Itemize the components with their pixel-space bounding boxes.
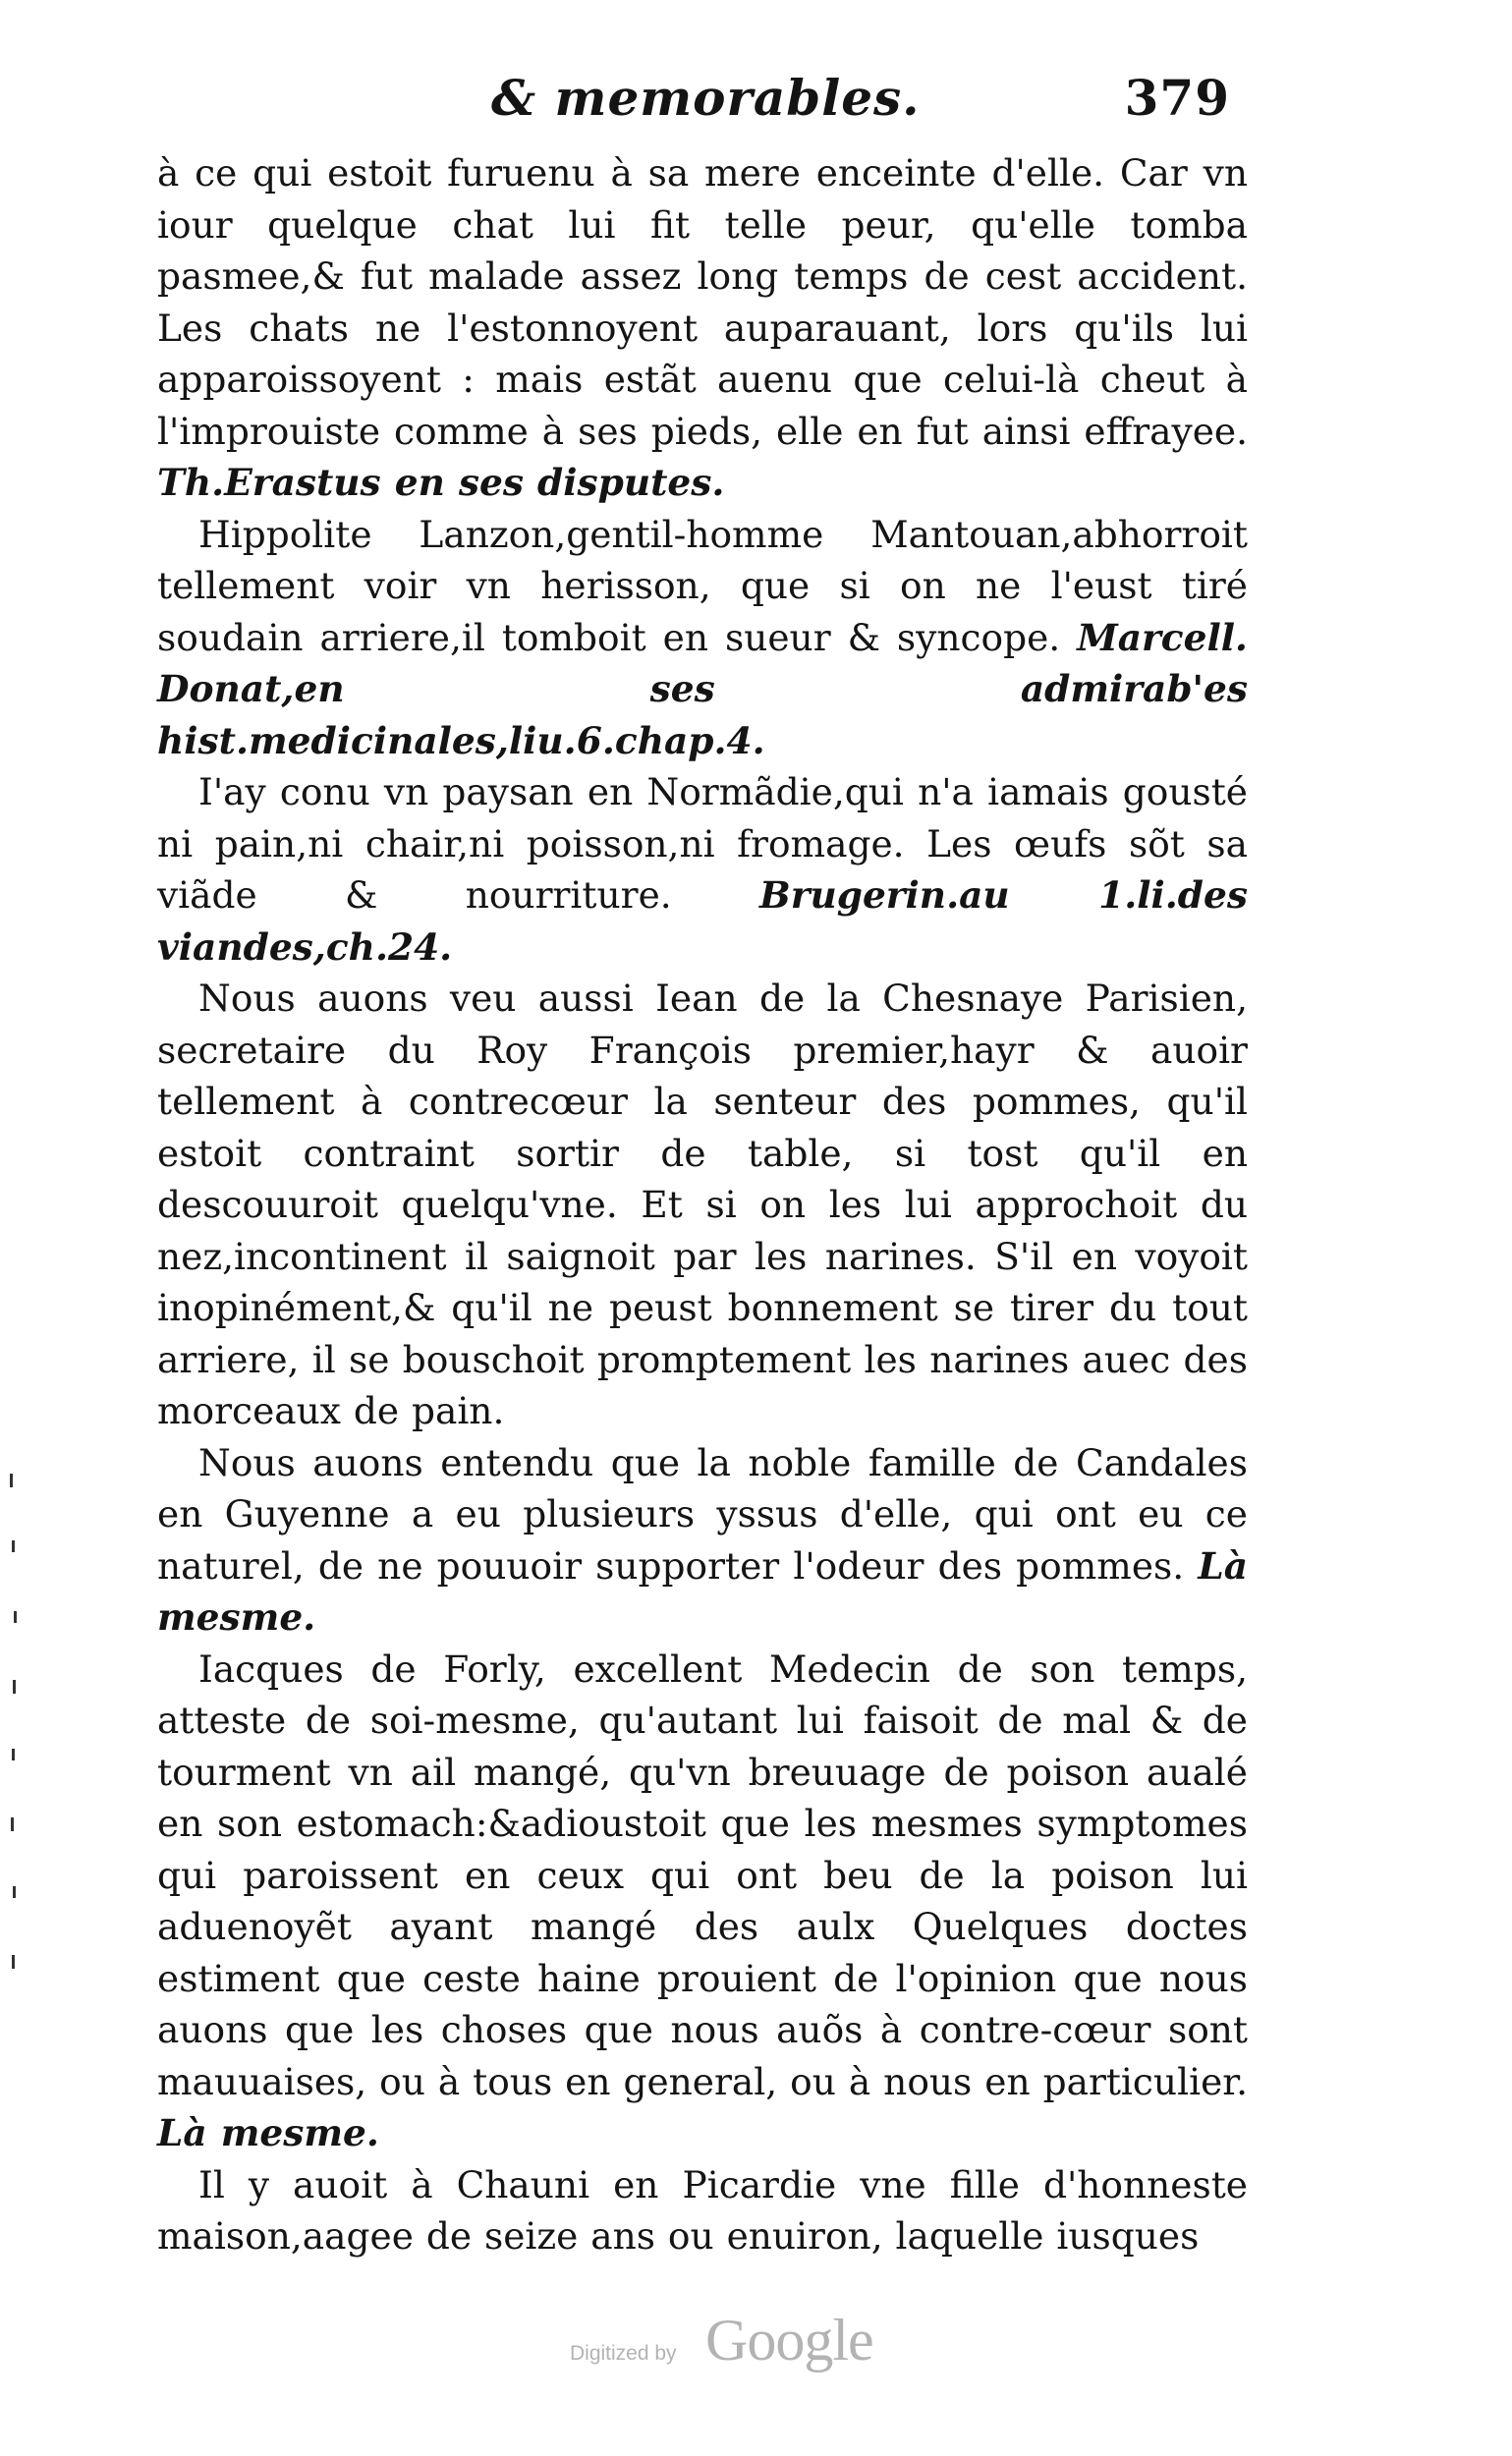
source-citation: Brugerin.au 1.li.des viandes,ch.24. bbox=[157, 873, 1248, 969]
paragraph bbox=[157, 1437, 1248, 1644]
page-number: 379 bbox=[1124, 69, 1230, 127]
bleed-through-marks bbox=[4, 1464, 33, 2038]
paragraph-text: Hippolite Lanzon,gentil-homme Mantouan,abhorroit tellement voir vn herisson, que si on ne l'eust tiré soudain arriere,il tomboit en sueur & syncope. bbox=[157, 512, 1248, 659]
paragraph bbox=[157, 973, 1248, 1437]
paragraph-text: Iacques de Forly, excellent Medecin de son temps, atteste de soi-mesme, qu'autant lui faisoit de mal & de tourment vn ail mangé, qu'vn breuuage de poison aualé en son estomach:&adioustoit que les mesmes symptomes qui paroissent en ceux qui ont beu de la poison lui aduenoyẽt ayant mangé des aulx Quelques doctes estiment que ceste haine prouient de l'opinion que nous auons que les choses que nous auõs à contre-cœur sont mauuaises, ou à tous en general, ou à nous en particulier. bbox=[157, 1647, 1248, 2103]
source-citation: Marcell. Donat,en ses admirab'es hist.medicinales,liu.6.chap.4. bbox=[157, 615, 1248, 762]
google-logo: Google bbox=[705, 2308, 873, 2372]
source-citation: Th.Erastus en ses disputes. bbox=[157, 461, 725, 504]
digitized-label: Digitized by bbox=[570, 2342, 677, 2365]
paragraph bbox=[157, 2159, 1248, 2262]
paragraph-text: Il y auoit à Chauni en Picardie vne fille d'honneste maison,aagee de seize ans ou enuiron, laquelle iusques bbox=[157, 2162, 1248, 2258]
digitization-footer bbox=[570, 2307, 943, 2385]
paragraph-text: à ce qui estoit furuenu à sa mere enceinte d'elle. Car vn iour quelque chat lui fit telle peur, qu'elle tomba pasmee,& fut malade assez long temps de cest accident. Les chats ne l'estonnoyent auparauant, lors qu'ils lui apparoissoyent : mais estãt auenu que celui-là cheut à l'improuiste comme à ses pieds, elle en fut ainsi effrayee. bbox=[157, 151, 1248, 453]
margin-ink-marks-graphic bbox=[4, 1464, 33, 2014]
paragraph bbox=[157, 147, 1248, 509]
paragraph-text: Nous auons entendu que la noble famille de Candales en Guyenne a eu plusieurs yssus d'elle, qui ont eu ce naturel, de ne pouuoir supporter l'odeur des pommes. bbox=[157, 1440, 1248, 1588]
paragraph-text: I'ay conu vn paysan en Normãdie,qui n'a iamais gousté ni pain,ni chair,ni poisson,ni fromage. Les œufs sõt sa viãde & nourriture. bbox=[157, 770, 1248, 917]
running-head bbox=[481, 69, 1248, 147]
source-citation: Là mesme. bbox=[157, 1543, 1248, 1639]
source-citation: Là mesme. bbox=[157, 2111, 379, 2154]
paragraph bbox=[157, 766, 1248, 973]
paragraph-text: Nous auons veu aussi Iean de la Chesnaye Parisien, secretaire du Roy François premier,hayr & auoir tellement à contrecœur la senteur des pommes, qu'il estoit contraint sortir de table, si tost qu'il en descouuroit quelqu'vne. Et si on les lui approchoit du nez,incontinent il saignoit par les narines. S'il en voyoit inopinément,& qu'il ne peust bonnement se tirer du tout arriere, il se bouschoit promptement les narines auec des morceaux de pain. bbox=[157, 977, 1248, 1432]
running-title: & memorables. bbox=[491, 69, 921, 127]
paragraph bbox=[157, 509, 1248, 767]
text-block bbox=[157, 147, 1248, 2262]
paragraph bbox=[157, 1644, 1248, 2159]
